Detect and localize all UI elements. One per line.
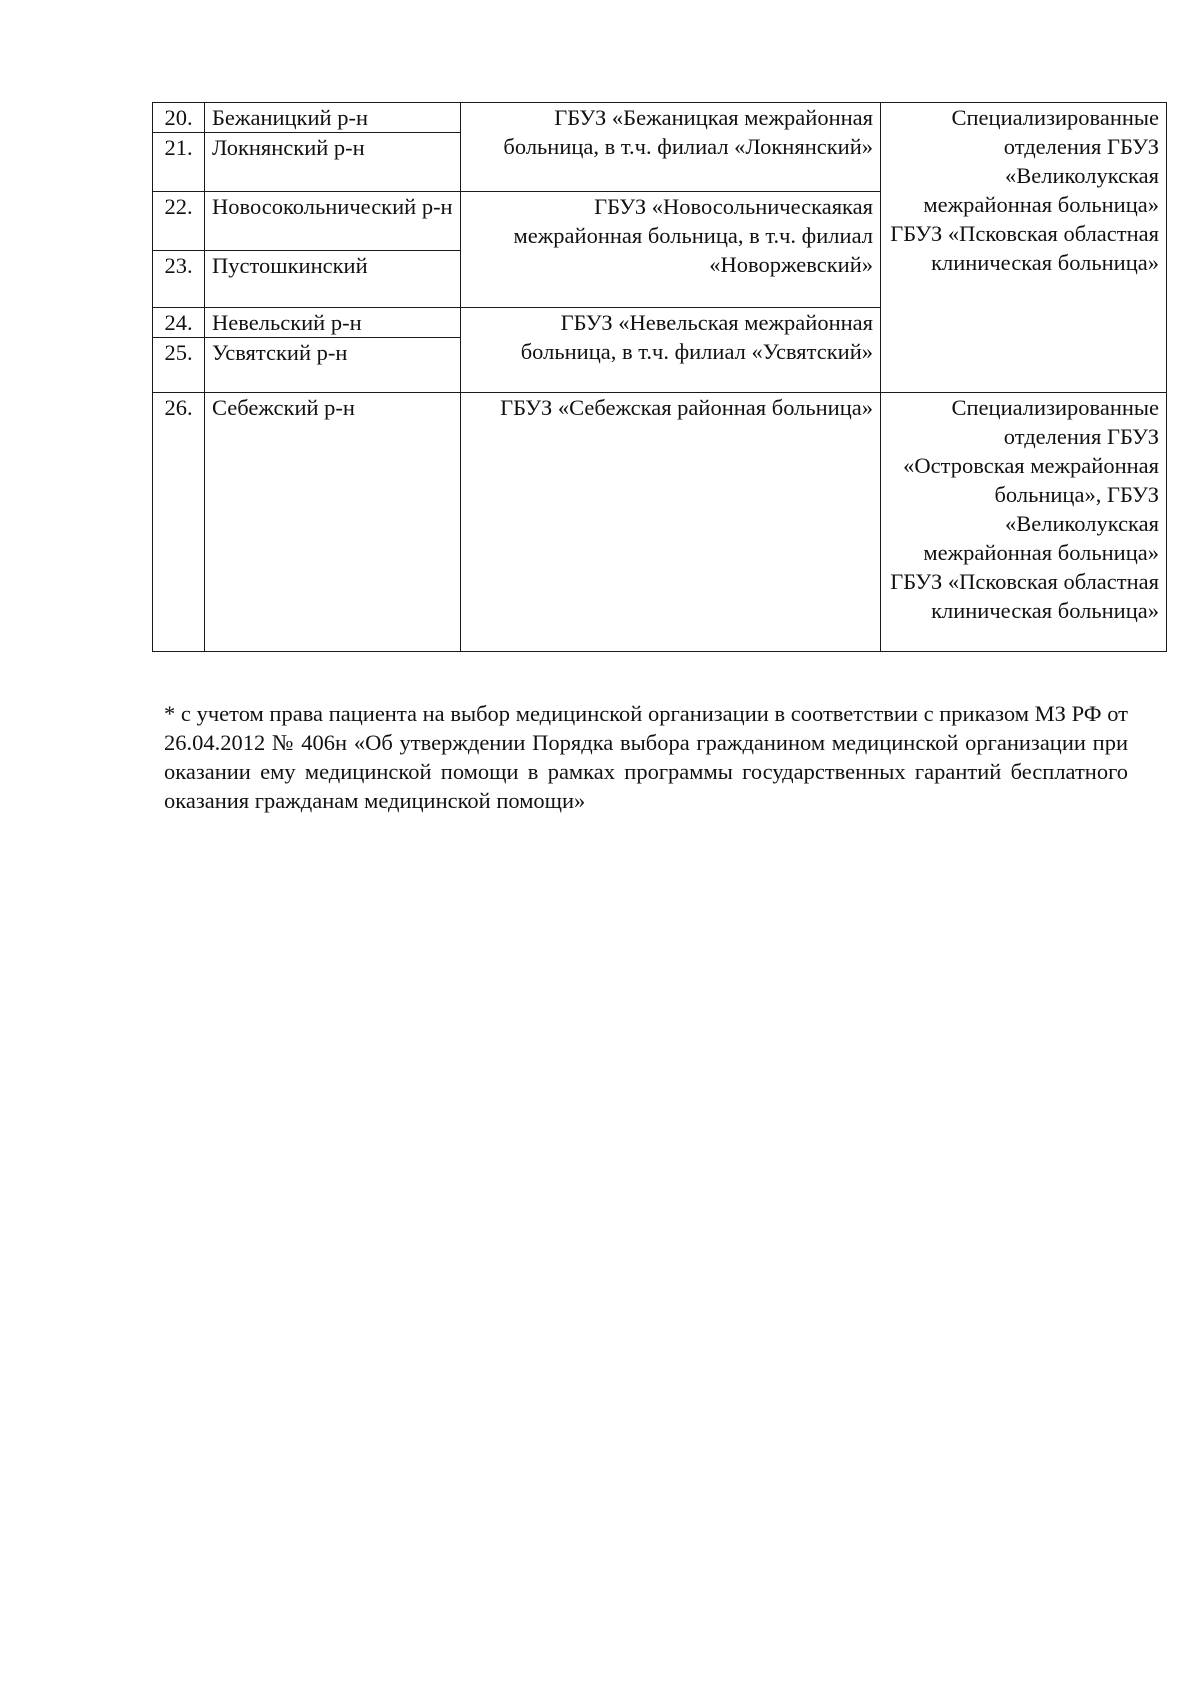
organization-cell [461,393,881,652]
row-number: 22. [153,192,205,251]
organization-cell [461,192,881,308]
district-name: Себежский р-н [205,393,461,652]
table-row [153,393,1167,652]
organization-cell [461,308,881,393]
district-name: Локнянский р-н [205,133,461,192]
organization-cell [461,103,881,192]
footnote: * с учетом права пациента на выбор медицинской организации в соответствии с приказом МЗ РФ от 26.04.2012 № 406н «Об утверждении Порядка выбора гражданином медицинской организации при оказании ему медицинской помощи в рамках программы государственных гарантий бесплатного оказания гражданам медицинской помощи» [164,700,1128,813]
row-number: 20. [153,103,205,133]
row-number: 21. [153,133,205,192]
district-name: Усвятский р-н [205,338,461,393]
row-number: 26. [153,393,205,652]
specialized-departments-cell [881,103,1167,393]
row-number: 25. [153,338,205,393]
specialized-departments-text: Специализированные отделения ГБУЗ «Островская межрайонная больница», ГБУЗ «Великолукская межрайонная больница» ГБУЗ «Псковская областная клиническая больница» [890,395,1159,623]
organization-text: ГБУЗ «Невельская межрайонная больница, в т.ч. филиал «Усвятский» [520,310,873,364]
district-name: Невельский р-н [205,308,461,338]
row-number: 23. [153,251,205,308]
specialized-departments-cell [881,393,1167,652]
organization-text: ГБУЗ «Себежская районная больница» [500,395,873,420]
organization-text: ГБУЗ «Бежаницкая межрайонная больница, в т.ч. филиал «Локнянский» [503,105,873,159]
district-name: Пустошкинский [205,251,461,308]
table-row [153,103,1167,133]
hospital-assignment-table [152,102,1167,652]
organization-text: ГБУЗ «Новосольническаякая межрайонная больница, в т.ч. филиал «Новоржевский» [513,194,873,277]
district-name: Бежаницкий р-н [205,103,461,133]
district-name: Новосокольнический р-н [205,192,461,251]
specialized-departments-text: Специализированные отделения ГБУЗ «Великолукская межрайонная больница» ГБУЗ «Псковская областная клиническая больница» [890,105,1159,275]
row-number: 24. [153,308,205,338]
